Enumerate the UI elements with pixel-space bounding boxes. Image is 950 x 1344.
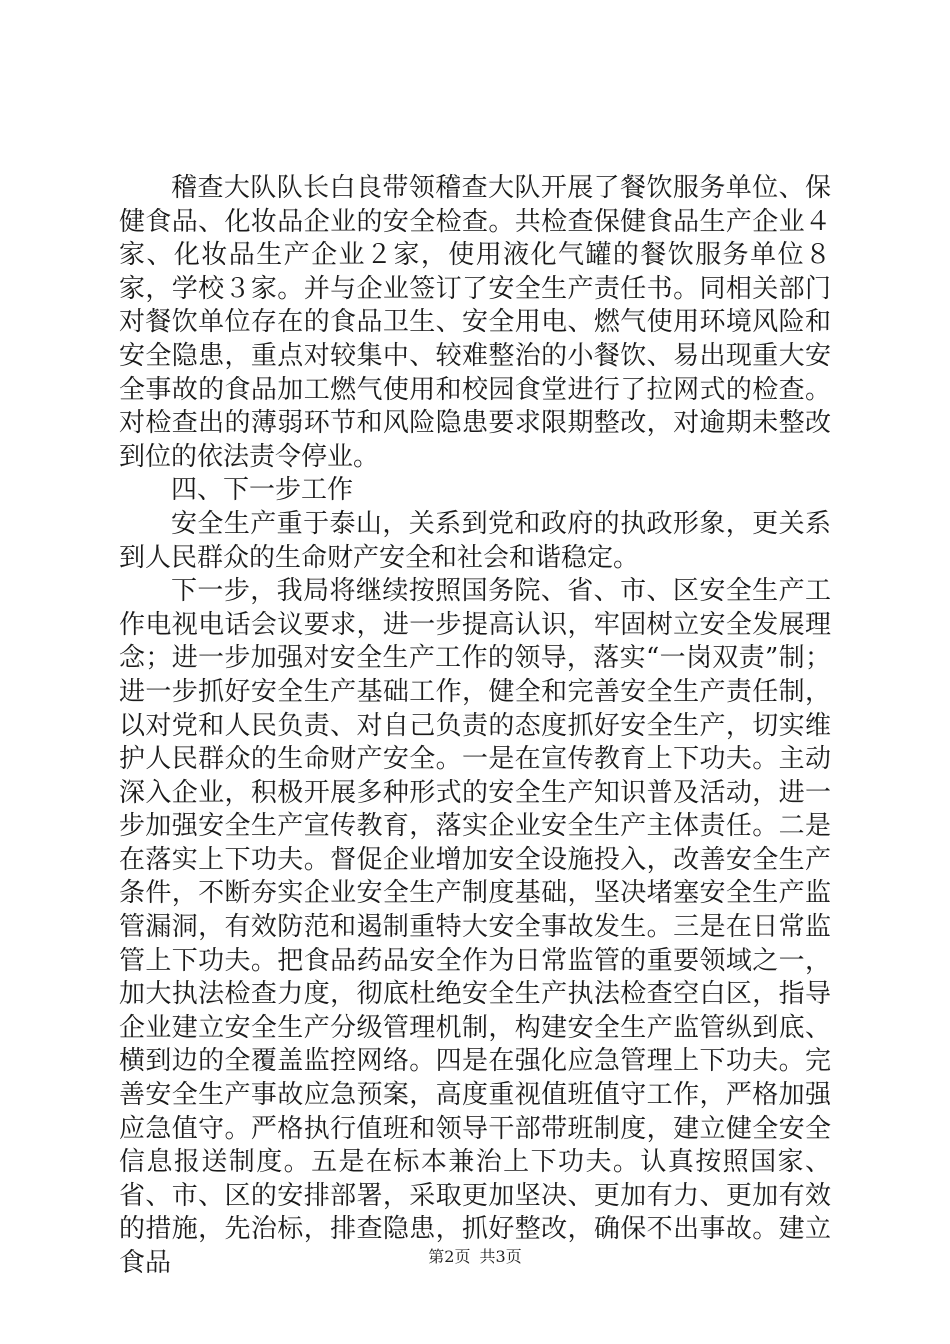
- page-footer: [0, 1244, 950, 1267]
- section-heading-next-steps: 四、下一步工作: [171, 475, 354, 506]
- page-number: 第2页: [428, 1247, 471, 1266]
- paragraph-importance: 安全生产重于泰山，关系到党和政府的执政形象，更关系到人民群众的生命财产安全和社会和谐稳定。: [119, 508, 831, 573]
- paragraph-inspection: 稽查大队队长白良带领稽查大队开展了餐饮服务单位、保健食品、化妆品企业的安全检查。共检查保健食品生产企业４家、化妆品生产企业２家，使用液化气罐的餐饮服务单位８家，学校３家。并与企业签订了安全生产责任书。同相关部门对餐饮单位存在的食品卫生、安全用电、燃气使用环境风险和安全隐患，重点对较集中、较难整治的小餐饮、易出现重大安全事故的食品加工燃气使用和校园食堂进行了拉网式的检查。对检查出的薄弱环节和风险隐患要求限期整改，对逾期未整改到位的依法责令停业。: [119, 173, 831, 472]
- document-body: [119, 172, 831, 1281]
- page-total: 共3页: [479, 1247, 522, 1266]
- paragraph-next-plan: 下一步，我局将继续按照国务院、省、市、区安全生产工作电视电话会议要求，进一步提高认识，牢固树立安全发展理念；进一步加强对安全生产工作的领导，落实“一岗双责”制；进一步抓好安全生产基础工作，健全和完善安全生产责任制，以对党和人民负责、对自己负责的态度抓好安全生产，切实维护人民群众的生命财产安全。一是在宣传教育上下功夫。主动深入企业，积极开展多种形式的安全生产知识普及活动，进一步加强安全生产宣传教育，落实企业安全生产主体责任。二是在落实上下功夫。督促企业增加安全设施投入，改善安全生产条件，不断夯实企业安全生产制度基础，坚决堵塞安全生产监管漏洞，有效防范和遏制重特大安全事故发生。三是在日常监管上下功夫。把食品药品安全作为日常监管的重要领域之一，加大执法检查力度，彻底杜绝安全生产执法检查空白区，指导企业建立安全生产分级管理机制，构建安全生产监管纵到底、横到边的全覆盖监控网络。四是在强化应急管理上下功夫。完善安全生产事故应急预案，高度重视值班值守工作，严格加强应急值守。严格执行值班和领导干部带班制度，建立健全安全信息报送制度。五是在标本兼治上下功夫。认真按照国家、省、市、区的安排部署，采取更加坚决、更加有力、更加有效的措施，先治标，排查隐患，抓好整改，确保不出事故。建立食品: [119, 576, 831, 1278]
